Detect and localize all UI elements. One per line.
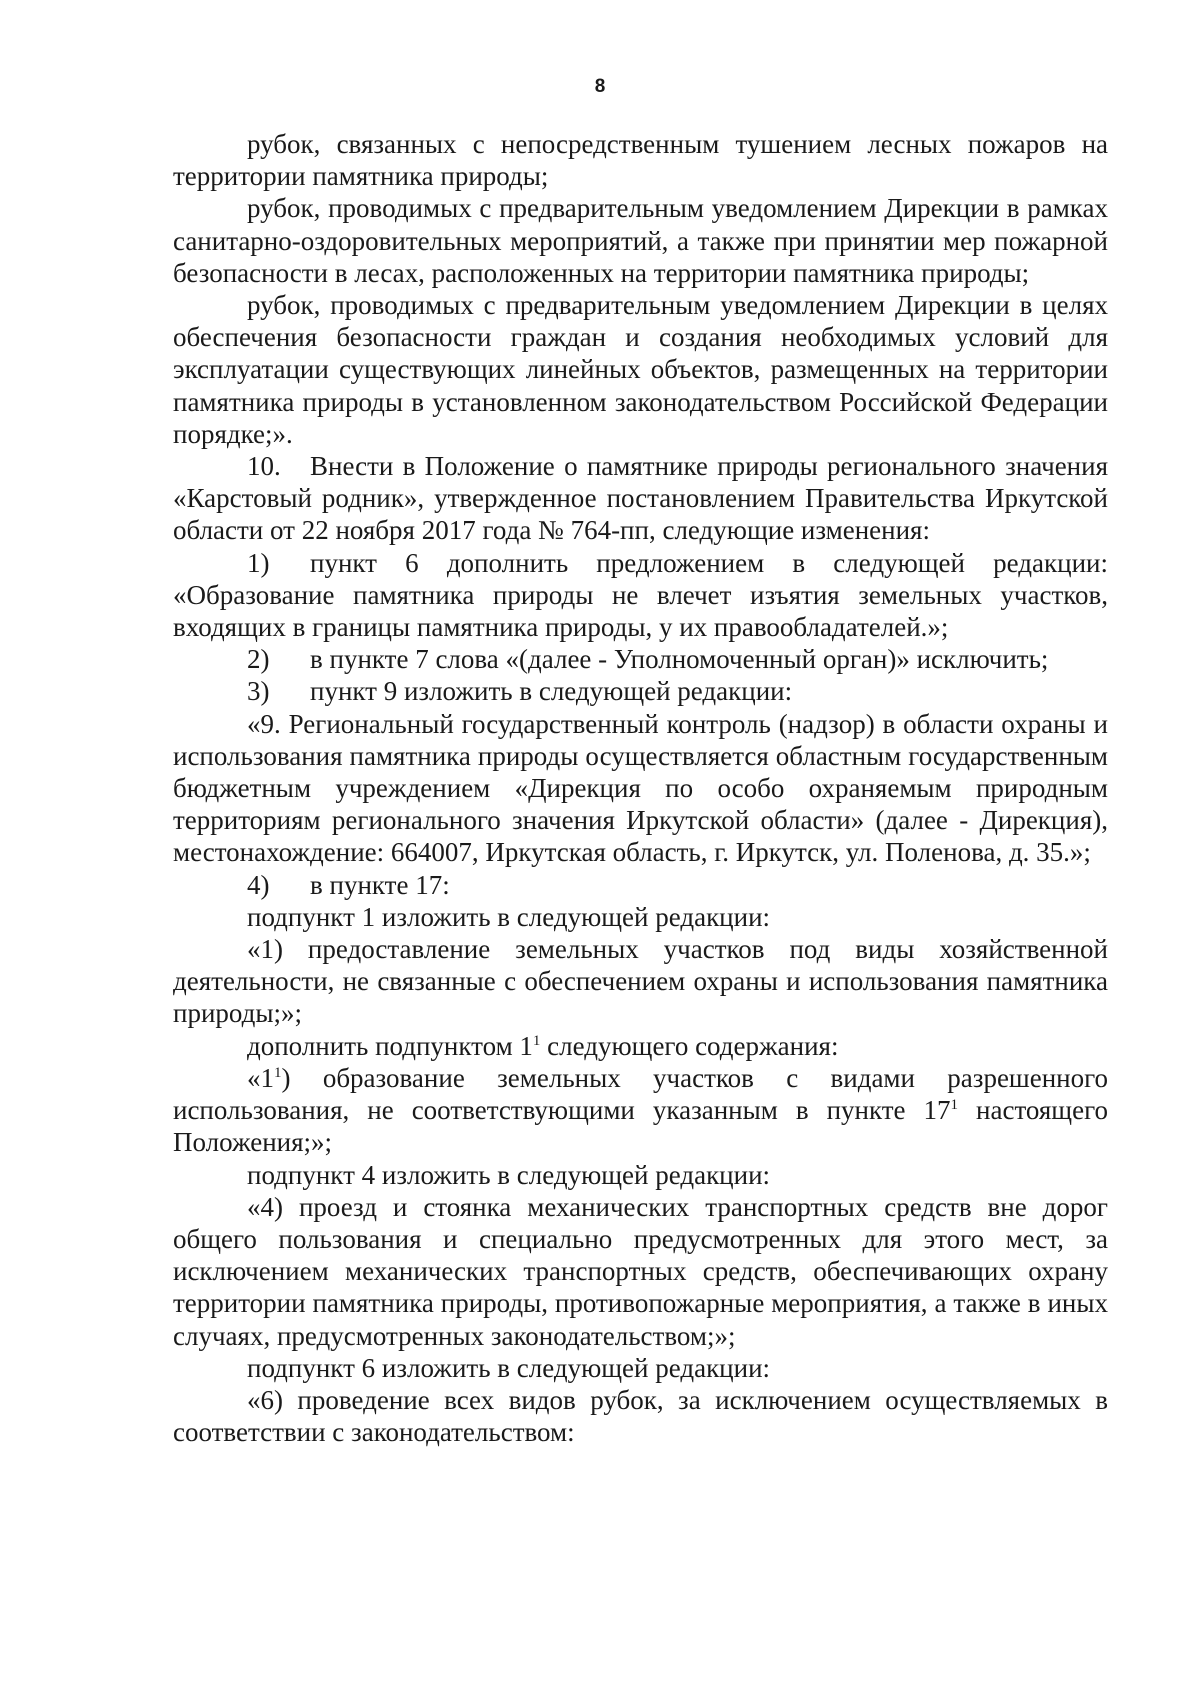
paragraph-text-tail: ) образование земельных участков с видами разрешенного использования, не соответствующими указанным в пункте 17	[173, 1062, 1108, 1126]
item-number: 2)	[247, 644, 270, 675]
paragraph-text: подпункт 6 изложить в следующей редакции:	[247, 1352, 771, 1383]
paragraph-text: Внести в Положение о памятнике природы регионального значения «Карстовый родник», утвержденное постановлением Правительства Иркутской области от 22 ноября 2017 года № 764-пп, следующие изменения:	[173, 451, 1108, 546]
numbered-paragraph	[173, 547, 1108, 644]
numbered-paragraph	[173, 869, 1108, 901]
paragraph-text: подпункт 4 изложить в следующей редакции:	[247, 1159, 771, 1190]
paragraph-text: в пункте 7 слова «(далее - Уполномоченный орган)» исключить;	[310, 644, 1049, 675]
item-number: 4)	[247, 869, 270, 900]
paragraph	[173, 1030, 1108, 1062]
numbered-paragraph	[173, 643, 1108, 675]
paragraph	[173, 1352, 1108, 1384]
paragraph	[173, 1384, 1108, 1448]
paragraph	[173, 192, 1108, 289]
paragraph	[173, 708, 1108, 869]
paragraph-text: пункт 9 изложить в следующей редакции:	[310, 676, 793, 707]
page-number: 8	[594, 76, 606, 97]
paragraph-text: рубок, связанных с непосредственным тушением лесных пожаров на территории памятника природы;	[173, 129, 1108, 192]
item-number: 10.	[247, 451, 281, 482]
superscript: 1	[274, 1064, 282, 1081]
paragraph	[173, 1062, 1108, 1159]
paragraph	[173, 1191, 1108, 1352]
paragraph	[173, 128, 1108, 192]
paragraph	[173, 901, 1108, 933]
paragraph-text: «1) предоставление земельных участков под виды хозяйственной деятельности, не связанные с обеспечением охраны и использования памятника природы;»;	[173, 934, 1108, 1029]
numbered-paragraph	[173, 450, 1108, 547]
paragraph-text: «9. Региональный государственный контроль (надзор) в области охраны и использования памятника природы осуществляется областным государственным бюджетным учреждением «Дирекция по особо охраняемым природным территориям регионального значения Иркутской области» (далее - Дирекция), местонахождение: 664007, Иркутская область, г. Иркутск, ул. Поленова, д. 35.»;	[173, 708, 1108, 868]
item-number: 1)	[247, 547, 270, 578]
numbered-paragraph	[173, 675, 1108, 707]
paragraph-text: рубок, проводимых с предварительным уведомлением Дирекции в рамках санитарно-оздоровительных мероприятий, а также при принятии мер пожарной безопасности в лесах, расположенных на территории памятника природы;	[173, 193, 1108, 288]
paragraph	[173, 289, 1108, 450]
paragraph	[173, 933, 1108, 1030]
paragraph-text: «4) проезд и стоянка механических транспортных средств вне дорог общего пользования и специально предусмотренных для этого мест, за исключением механических транспортных средств, обеспечивающих охрану территории памятника природы, противопожарные мероприятия, а также в иных случаях, предусмотренных законодательством;»;	[173, 1191, 1108, 1351]
superscript: 1	[950, 1097, 959, 1114]
paragraph-text: дополнить подпунктом 1	[247, 1030, 533, 1061]
superscript: 1	[532, 1032, 541, 1049]
paragraph-text: «6) проведение всех видов рубок, за исключением осуществляемых в соответствии с законодательством:	[173, 1384, 1108, 1448]
paragraph-text: пункт 6 дополнить предложением в следующей редакции: «Образование памятника природы не влечет изъятия земельных участков, входящих в границы памятника природы, у их правообладателей.»;	[173, 547, 1108, 643]
paragraph-text: подпункт 1 изложить в следующей редакции:	[247, 901, 771, 932]
paragraph-text: «1	[247, 1062, 274, 1093]
document-body	[173, 128, 1108, 1448]
paragraph	[173, 1159, 1108, 1191]
item-number: 3)	[247, 676, 270, 707]
paragraph-text: в пункте 17:	[310, 869, 450, 900]
paragraph-text-tail: настоящего Положения;»;	[173, 1095, 1108, 1158]
paragraph-text: рубок, проводимых с предварительным уведомлением Дирекции в целях обеспечения безопасности граждан и создания необходимых условий для эксплуатации существующих линейных объектов, размещенных на территории памятника природы в установленном законодательством Российской Федерации порядке;».	[173, 290, 1108, 449]
paragraph-text-tail: следующего содержания:	[540, 1030, 839, 1061]
